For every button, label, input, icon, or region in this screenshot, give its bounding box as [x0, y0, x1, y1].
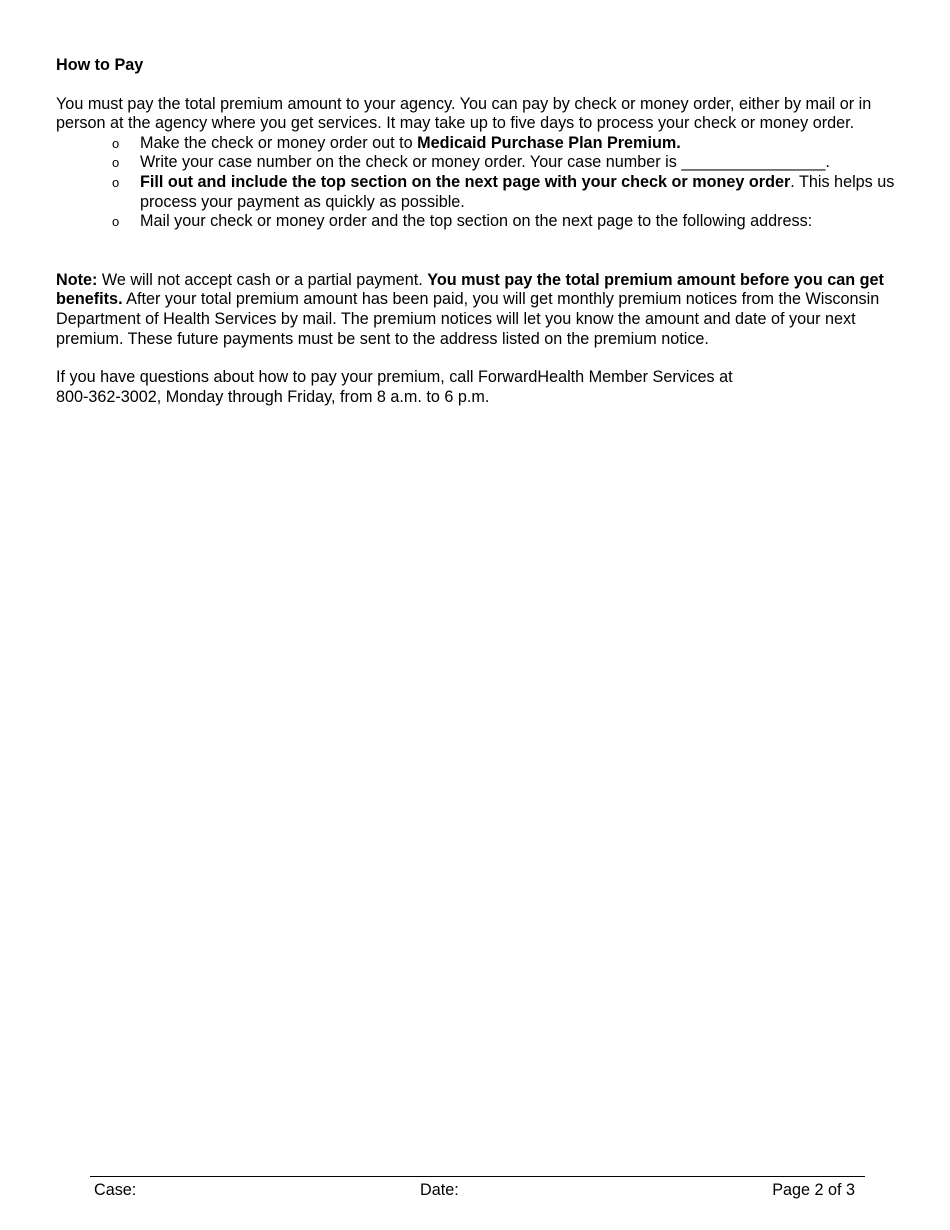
list-item-text: Write your case number on the check or money order. Your case number is — [140, 153, 682, 172]
phone-hours-line: 800-362-3002, Monday through Friday, from 8 a.m. to 6 p.m. — [56, 387, 490, 406]
section-heading: How to Pay — [56, 56, 144, 74]
intro-paragraph: You must pay the total premium amount to your agency. You can pay by check or money order, either by mail or in person at the agency where you get services. It may take up to five days to process your check or money order. — [56, 94, 872, 133]
note-text: We will not accept cash or a partial payment. — [97, 270, 428, 289]
bullet-icon: o — [112, 214, 120, 230]
list-item-text: . This helps us process your payment as quickly as possible. — [140, 172, 895, 211]
footer-case-label: Case: — [94, 1181, 137, 1199]
list-item — [56, 173, 896, 212]
page-number: Page 2 of 3 — [772, 1181, 855, 1199]
note-label: Note: — [56, 270, 98, 289]
note-emphasis: You must pay the total premium amount before you can get benefits. — [56, 270, 884, 309]
list-item-text: Mail your check or money order and the top section on the next page to the following address: — [140, 212, 813, 231]
bullet-icon: o — [112, 155, 120, 171]
questions-paragraph — [56, 368, 896, 407]
list-item — [56, 153, 896, 173]
page-content — [56, 56, 896, 407]
footer-date-label: Date: — [420, 1181, 459, 1199]
note-text: After your total premium amount has been paid, you will get monthly premium notices from the Wisconsin Department of Health Services by mail. The premium notices will let you know the amount and date of your next premium. These future payments must be sent to the address listed on the premium notice. — [56, 290, 880, 348]
page-footer — [90, 1176, 865, 1201]
bullet-icon: o — [112, 135, 120, 151]
list-item-text: Make the check or money order out to — [140, 133, 418, 152]
bullet-icon: o — [112, 174, 120, 190]
questions-line: If you have questions about how to pay your premium, call ForwardHealth Member Services at — [56, 368, 733, 387]
case-number-blank: ________________. — [681, 153, 830, 172]
payment-instructions-list — [56, 134, 896, 232]
payee-name: Medicaid Purchase Plan Premium. — [417, 133, 681, 152]
list-item-bold: Fill out and include the top section on the next page with your check or money order — [140, 172, 791, 191]
list-item — [56, 134, 896, 154]
list-item — [56, 212, 896, 232]
note-paragraph — [56, 271, 896, 349]
